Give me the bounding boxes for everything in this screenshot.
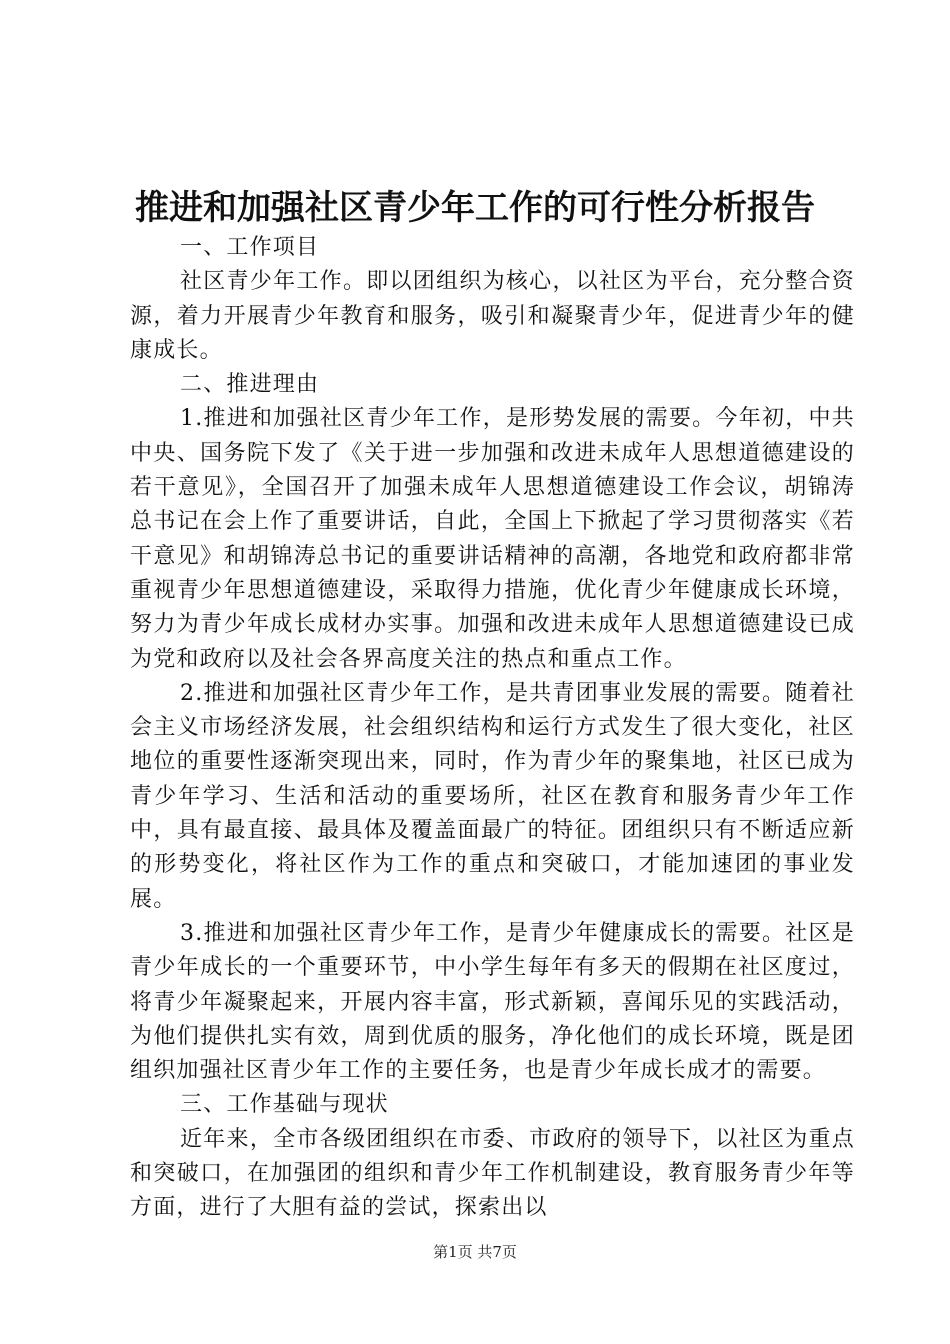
paragraph: 2.推进和加强社区青少年工作，是共青团事业发展的需要。随着社会主义市场经济发展，社会组织结构和运行方式发生了很大变化，社区地位的重要性逐渐突现出来，同时，作为青少年的聚集地，社区已成为青少年学习、生活和活动的重要场所，社区在教育和服务青少年工作中，具有最直接、最具体及覆盖面最广的特征。团组织只有不断适应新的形势变化，将社区作为工作的重点和突破口，才能加速团的事业发展。	[130, 680, 855, 912]
paragraph: 3.推进和加强社区青少年工作，是青少年健康成长的需要。社区是青少年成长的一个重要环节，中小学生每年有多天的假期在社区度过，将青少年凝聚起来，开展内容丰富，形式新颖，喜闻乐见的实践活动，为他们提供扎实有效，周到优质的服务，净化他们的成长环境，既是团组织加强社区青少年工作的主要任务，也是青少年成长成才的需要。	[130, 920, 855, 1084]
document-title: 推进和加强社区青少年工作的可行性分析报告	[135, 188, 815, 228]
page-footer: 第1页 共7页	[433, 1243, 517, 1261]
paragraph: 近年来，全市各级团组织在市委、市政府的领导下，以社区为重点和突破口，在加强团的组织和青少年工作机制建设，教育服务青少年等方面，进行了大胆有益的尝试，探索出以	[130, 1126, 855, 1221]
document-body	[130, 231, 855, 1226]
section-heading: 一、工作项目	[180, 235, 320, 260]
section-heading: 二、推进理由	[180, 372, 320, 398]
section-heading: 三、工作基础与现状	[180, 1092, 389, 1118]
paragraph: 社区青少年工作。即以团组织为核心，以社区为平台，充分整合资源，着力开展青少年教育和服务，吸引和凝聚青少年，促进青少年的健康成长。	[130, 269, 855, 363]
paragraph: 1.推进和加强社区青少年工作，是形势发展的需要。今年初，中共中央、国务院下发了《关于进一步加强和改进未成年人思想道德建设的若干意见》，全国召开了加强未成年人思想道德建设工作会议，胡锦涛总书记在会上作了重要讲话，自此，全国上下掀起了学习贯彻落实《若干意见》和胡锦涛总书记的重要讲话精神的高潮，各地党和政府都非常重视青少年思想道德建设，采取得力措施，优化青少年健康成长环境，努力为青少年成长成材办实事。加强和改进未成年人思想道德建设已成为党和政府以及社会各界高度关注的热点和重点工作。	[130, 406, 855, 672]
